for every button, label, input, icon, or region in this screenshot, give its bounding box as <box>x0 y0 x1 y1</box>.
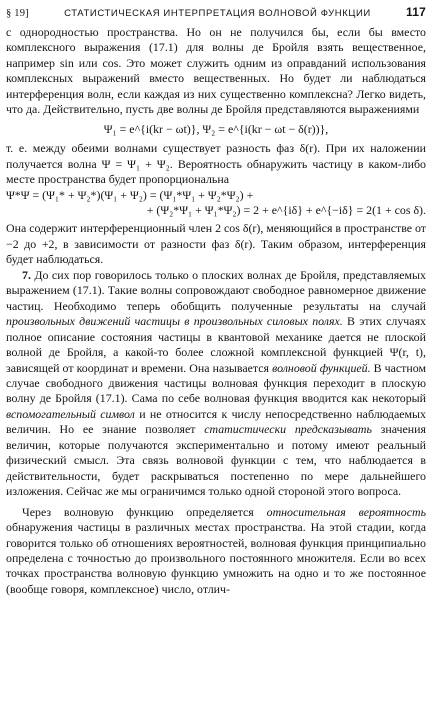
emphasis-run: произвольных движений частицы в произвольных силовых полях. <box>6 314 343 329</box>
item-number: 7. <box>22 267 31 282</box>
emphasis-run: волновой функцией. <box>272 360 371 375</box>
running-title: СТАТИСТИЧЕСКАЯ ИНТЕРПРЕТАЦИЯ ВОЛНОВОЙ ФУНКЦИИ <box>64 8 371 19</box>
paragraph-relative-probability <box>6 505 426 598</box>
text-run: значения величин, которые получаются экспериментально и потому имеют реальный физический смысл. Эта связь волновой функции с тем, что наблюдается в действительности, будет раскрываться постепенно по мере дальнейшего изложения. Сейчас же мы ограничимся только одной стороной этого вопроса. <box>6 422 426 499</box>
text-run: В этих случаях полное описание состояния частицы в квантовой механике дается не плоской волной де Бройля, а какой-то более сложной комплексной функцией Ψ(r, t), зависящей от координат и времени. Она называется <box>6 314 426 375</box>
paragraph-7 <box>6 268 426 500</box>
formula-waves: Ψ₁ = e^{i(kr − ωt)}, Ψ₂ = e^{i(kr − ωt − δ(r))}, <box>103 121 329 136</box>
page-number: 117 <box>406 5 426 19</box>
emphasis-run: относительная вероятность <box>266 504 427 519</box>
running-header <box>6 5 426 19</box>
text-run: В частном случае свободного движения частицы волновая функция переходит в плоскую волну де Бройля (17.1). Сама по себе волновая функция вводится как некоторый <box>6 360 426 406</box>
paragraph-1: с однородностью пространства. Но он не получился бы, если бы вместо комплексного выражения (17.1) для волны де Бройля взять вещественное, например sin или cos. Это может служить одним из оправданий использования комплексных выражений вместо вещественных. Но будет ли наблюдаться интерференция волн, если каждая из них существенно комплексна? Легко видеть, что да. Действительно, пусть две волны де Бройля представляются выражениями <box>6 25 426 117</box>
text-run: Через волновую функцию определяется <box>22 504 267 519</box>
section-ref: § 19] <box>6 8 29 19</box>
text-run: До сих пор говорилось только о плоских волнах де Бройля, представляемых выражением (17.1). Такие волны сопровождают свободное равномерное движение частиц. Необходимо теперь обобщить полученные результаты на случай <box>6 267 426 313</box>
text-run: и не относится к числу непосредственно наблюдаемых величин. Но ее знание позволяет <box>6 406 426 437</box>
formula-probability-line-1: Ψ*Ψ = (Ψ₁* + Ψ₂*)(Ψ₁ + Ψ₂) = (Ψ₁*Ψ₁ + Ψ₂*Ψ₂) + <box>6 187 254 202</box>
paragraph-3: Она содержит интерференционный член 2 cos δ(r), меняющийся в пространстве от −2 до +2, в зависимости от разности фаз δ(r). Таким образом, интерференция будет наблюдаться. <box>6 221 426 267</box>
paragraph-2: т. е. между обеими волнами существует разность фаз δ(r). При их наложении получается волна Ψ = Ψ₁ + Ψ₂. Вероятность обнаружить частицу в каком-либо месте пространства будет пропорциональна <box>6 141 426 187</box>
emphasis-run: статистически предсказывать <box>204 422 372 437</box>
text-run: обнаружения частицы в различных местах пространства. На этой стадии, когда говорится только об отношениях вероятностей, волновая функция принципиально определена с точностью до произвольного постоянного множителя. Если во всех точках пространства волновую функцию умножить на одно и то же постоянное (вообще говоря, комплексное) число, отлич- <box>6 520 426 596</box>
formula-probability-line-2: + (Ψ₂*Ψ₁ + Ψ₁*Ψ₂) = 2 + e^{iδ} + e^{−iδ} = 2(1 + cos δ). <box>146 202 426 217</box>
emphasis-run: вспомогательный символ <box>6 406 135 421</box>
